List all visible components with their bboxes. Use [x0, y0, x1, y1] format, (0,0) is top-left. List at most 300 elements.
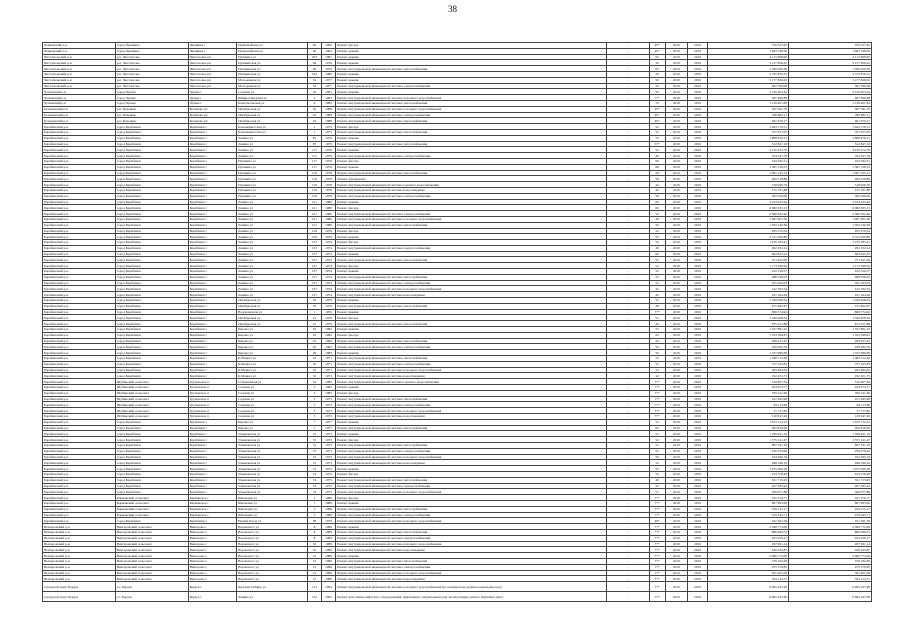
cell-build-year: 1963 [321, 592, 335, 602]
cell-start-year: 2019 [665, 43, 687, 49]
cell-end-year: 2019 [687, 269, 707, 275]
cell-street: Ленина ул [237, 245, 308, 251]
cell-build-year: 1975 [321, 483, 335, 489]
cell-street: Ленина ул [237, 228, 308, 234]
cell-cost-fund: 376 527,65 [789, 43, 872, 49]
cell-street: Садовая ул [237, 385, 308, 391]
cell-start-year: 2019 [665, 553, 687, 559]
cell-cost-total: 2 096 772,09 [708, 553, 789, 559]
cell-municipality: город Барабинск [115, 153, 188, 159]
cell-house-number: 21 [307, 321, 321, 327]
cell-start-year: 2019 [665, 263, 687, 269]
cell-start-year: 2019 [665, 83, 687, 89]
cell-settlement: Барабинск г [188, 454, 237, 460]
cell-district: Венгеровский р-н [43, 541, 116, 547]
cell-start-year: 2019 [665, 495, 687, 501]
cell-work-type-extra: - [607, 147, 649, 153]
cell-district: Барабинский р-н [43, 332, 116, 338]
cell-cost-total: 604 625,25 [708, 251, 789, 257]
cell-cost-fund: 461 979,17 [789, 118, 872, 124]
cell-district: Венгеровский р-н [43, 535, 116, 541]
cell-municipality: р.п. Чистополье [115, 66, 188, 72]
cell-settlement: Барабинск г [188, 315, 237, 321]
cell-house-number: 25 [307, 332, 321, 338]
cell-work-type-extra: - [607, 158, 649, 164]
cell-build-year: 1988 [321, 112, 335, 118]
cell-work-type: Ремонт внутридомовой инженерной системы холодного водоснабжения [336, 489, 607, 495]
cell-work-type-extra: - [607, 83, 649, 89]
cell-build-year: 1986 [321, 553, 335, 559]
cell-build-year: 1983 [321, 95, 335, 101]
cell-house-number: 32 [307, 367, 321, 373]
cell-wear: 50 [649, 338, 665, 344]
cell-municipality: Шубинский сельсовет [115, 408, 188, 414]
cell-house-number: 104 [307, 71, 321, 77]
cell-work-type: Ремонт внутридомовой инженерной системы теплоснабжения [336, 118, 607, 124]
cell-start-year: 2019 [665, 558, 687, 564]
cell-work-type-extra: - [607, 170, 649, 176]
cell-start-year: 2019 [665, 524, 687, 530]
cell-end-year: 2019 [687, 419, 707, 425]
cell-cost-total: 439 282,76 [708, 344, 789, 350]
cell-settlement: Барабинск г [188, 129, 237, 135]
cell-house-number: 12 [307, 553, 321, 559]
cell-house-number: 5 [307, 396, 321, 402]
cell-municipality: город Барабинск [115, 228, 188, 234]
cell-wear: 52 [649, 442, 665, 448]
cell-build-year: 1985 [321, 379, 335, 385]
table-body [43, 43, 872, 602]
cell-house-number: 119 [307, 176, 321, 182]
cell-street: Ленина ул [237, 286, 308, 292]
cell-end-year: 2019 [687, 315, 707, 321]
cell-street: Ульяновская ул [237, 437, 308, 443]
cell-district: Барабинский р-н [43, 303, 116, 309]
cell-cost-total: 757 245,83 [708, 361, 789, 367]
cell-work-type: Ремонт крыши [336, 89, 607, 95]
cell-work-type: Ремонт внутридомовой инженерной системы электроснабжения [336, 153, 607, 159]
cell-work-type-extra: - [607, 124, 649, 130]
cell-wear: 52 [649, 269, 665, 275]
cell-street: Кирова ул [237, 327, 308, 333]
cell-wear: 52 [649, 211, 665, 217]
cell-build-year: 1974 [321, 240, 335, 246]
cell-end-year: 2019 [687, 489, 707, 495]
cell-work-type: Ремонт внутридомовой инженерной системы теплоснабжения [336, 274, 607, 280]
cell-district: Барабинский р-н [43, 442, 116, 448]
cell-cost-fund: 1 808 676,31 [789, 135, 872, 141]
cell-work-type-extra: - [607, 95, 649, 101]
cell-wear: 52 [649, 228, 665, 234]
cell-wear: 52 [649, 361, 665, 367]
cell-end-year: 2019 [687, 240, 707, 246]
cell-street: Пушкина ул [237, 182, 308, 188]
cell-end-year: 2019 [687, 228, 707, 234]
cell-work-type-extra: - [607, 576, 649, 582]
cell-cost-total: 492 816,06 [708, 425, 789, 431]
cell-start-year: 2019 [665, 176, 687, 182]
cell-work-type-extra: - [607, 535, 649, 541]
cell-municipality: город Барабинск [115, 471, 188, 477]
cell-cost-fund: 704 347,78 [789, 153, 872, 159]
cell-wear: 42 [649, 286, 665, 292]
cell-cost-total: 6 965 247,99 [708, 582, 789, 592]
table-row [43, 592, 872, 602]
cell-wear: 52 [649, 315, 665, 321]
cell-settlement: Барабинск г [188, 361, 237, 367]
cell-district: Чистопольский р-н [43, 77, 116, 83]
cell-work-type-extra: - [607, 367, 649, 373]
cell-wear: 52 [649, 263, 665, 269]
cell-work-type: Ремонт или замена лифтового оборудования, признанного непригодным для эксплуатации, ремонт лифтовых шахт [336, 592, 607, 602]
cell-house-number: 16 [307, 106, 321, 112]
cell-start-year: 2019 [665, 570, 687, 576]
cell-cost-fund: 268 427,45 [789, 338, 872, 344]
cell-cost-total: 806 574,92 [708, 309, 789, 315]
cell-start-year: 2019 [665, 541, 687, 547]
cell-wear: 50 [649, 89, 665, 95]
cell-wear: 70 [649, 135, 665, 141]
cell-settlement: Чистополье рп [188, 54, 237, 60]
cell-municipality: город Барабинск [115, 141, 188, 147]
cell-settlement: Барабинск г [188, 228, 237, 234]
cell-street: Октябрьская ул [237, 315, 308, 321]
cell-build-year: 1973 [321, 442, 335, 448]
cell-street: Ленина ул [237, 269, 308, 275]
cell-district: Барабинский р-н [43, 274, 116, 280]
cell-work-type-extra: - [607, 199, 649, 205]
cell-work-type-extra: - [607, 257, 649, 263]
cell-end-year: 2019 [687, 460, 707, 466]
cell-municipality: город Барабинск [115, 367, 188, 373]
cell-house-number: 10 [307, 541, 321, 547]
cell-wear: 77* [649, 529, 665, 535]
cell-district: Барабинский р-н [43, 193, 116, 199]
cell-settlement: Чулым г [188, 89, 237, 95]
cell-build-year: 1977 [321, 77, 335, 83]
cell-cost-fund: 409 318,89 [789, 176, 872, 182]
cell-start-year: 2019 [665, 361, 687, 367]
cell-wear: 42 [649, 373, 665, 379]
cell-district: Чернянский р-н [43, 43, 116, 49]
cell-work-type-extra: - [607, 437, 649, 443]
cell-district: Барабинский р-н [43, 228, 116, 234]
cell-wear: 50 [649, 71, 665, 77]
cell-street: Воровского ул [237, 576, 308, 582]
cell-end-year: 2019 [687, 570, 707, 576]
cell-end-year: 2019 [687, 529, 707, 535]
cell-wear: 50 [649, 60, 665, 66]
cell-wear: 52 [649, 129, 665, 135]
cell-cost-fund: 1 353 568,81 [789, 332, 872, 338]
cell-cost-total: 1 349 628,34 [708, 315, 789, 321]
cell-end-year: 2019 [687, 135, 707, 141]
cell-work-type: Ремонт крыши [336, 234, 607, 240]
cell-municipality: город Барабинск [115, 431, 188, 437]
cell-street: Ленина ул [237, 153, 308, 159]
cell-municipality: город Барабинск [115, 158, 188, 164]
cell-street: Ленина ул [237, 234, 308, 240]
cell-house-number: 137 [307, 286, 321, 292]
cell-district: Барабинский р-н [43, 315, 116, 321]
cell-work-type-extra: - [607, 332, 649, 338]
cell-street: Воровского ул [237, 535, 308, 541]
cell-cost-fund: 192 451,73 [789, 373, 872, 379]
cell-start-year: 2019 [665, 321, 687, 327]
cell-wear: 77* [649, 570, 665, 576]
cell-house-number: 119 [307, 182, 321, 188]
cell-district: Барабинский р-н [43, 373, 116, 379]
cell-district: Барабинский р-н [43, 292, 116, 298]
cell-street: Садовая ул [237, 402, 308, 408]
cell-street: Ленина ул [237, 135, 308, 141]
cell-cost-fund: 191 376,77 [789, 495, 872, 501]
cell-street: Пушкинская ул [237, 71, 308, 77]
cell-work-type: Ремонт внутридомовой инженерной системы теплоснабжения [336, 170, 607, 176]
cell-work-type-extra: - [607, 153, 649, 159]
cell-cost-total: 1 337 999,69 [708, 350, 789, 356]
cell-end-year: 2019 [687, 164, 707, 170]
cell-work-type-extra: - [607, 547, 649, 553]
cell-settlement: Барабинск г [188, 170, 237, 176]
cell-end-year: 2019 [687, 147, 707, 153]
cell-end-year: 2019 [687, 77, 707, 83]
cell-work-type: Ремонт внутридомовой инженерной системы теплоснабжения [336, 257, 607, 263]
cell-work-type-extra: - [607, 263, 649, 269]
cell-work-type-extra: - [607, 135, 649, 141]
cell-work-type: Ремонт внутридомовой инженерной системы горячего водоснабжения [336, 182, 607, 188]
cell-settlement: Барабинск г [188, 286, 237, 292]
cell-municipality: город Барабинск [115, 187, 188, 193]
cell-settlement: Коченево рп [188, 112, 237, 118]
cell-build-year: 1986 [321, 500, 335, 506]
cell-cost-total: 1 129 401,84 [708, 100, 789, 106]
cell-end-year: 2019 [687, 234, 707, 240]
cell-house-number: 18 [307, 298, 321, 304]
cell-end-year: 2019 [687, 211, 707, 217]
cell-build-year: 1977 [321, 419, 335, 425]
cell-street: Ленина ул [237, 147, 308, 153]
cell-municipality: город Барабинск [115, 460, 188, 466]
cell-district: Барабинский р-н [43, 338, 116, 344]
cell-district: Чернянский р-н [43, 48, 116, 54]
cell-end-year: 2019 [687, 153, 707, 159]
cell-work-type-extra: - [607, 234, 649, 240]
cell-settlement: Барабинск г [188, 153, 237, 159]
cell-house-number: 72 [307, 460, 321, 466]
cell-cost-fund: 614 578,48 [789, 471, 872, 477]
cell-end-year: 2019 [687, 518, 707, 524]
cell-house-number: 2 [307, 95, 321, 101]
cell-work-type-extra: - [607, 529, 649, 535]
cell-work-type: Ремонт внутридомовой инженерной системы электроснабжения [336, 245, 607, 251]
cell-cost-fund: 376 192,09 [789, 558, 872, 564]
cell-build-year: 1973 [321, 454, 335, 460]
cell-work-type-extra: - [607, 500, 649, 506]
cell-municipality: город Барабинск [115, 251, 188, 257]
cell-district: Барабинский р-н [43, 350, 116, 356]
cell-settlement: Барабинск г [188, 327, 237, 333]
cell-district: Барабинский р-н [43, 135, 116, 141]
cell-settlement: Чистополье рп [188, 66, 237, 72]
cell-district: Барабинский р-н [43, 176, 116, 182]
cell-district: Барабинский р-н [43, 182, 116, 188]
cell-cost-total: 126 647,49 [708, 414, 789, 420]
cell-wear: 77* [649, 309, 665, 315]
cell-house-number: 29 [307, 350, 321, 356]
cell-cost-fund: 1 097 401,56 [789, 216, 872, 222]
cell-house-number: 72 [307, 431, 321, 437]
cell-cost-fund: 256 215,17 [789, 506, 872, 512]
cell-street: Ленина ул [237, 263, 308, 269]
cell-district: Барабинский р-н [43, 129, 116, 135]
cell-build-year: 1974 [321, 292, 335, 298]
cell-cost-total: 194 592,51 [708, 158, 789, 164]
cell-street: Ульяновская ул [237, 483, 308, 489]
cell-cost-fund: 2 096 772,09 [789, 553, 872, 559]
cell-start-year: 2019 [665, 344, 687, 350]
cell-municipality: город Чулым [115, 89, 188, 95]
cell-district: Барабинский р-н [43, 234, 116, 240]
cell-build-year: 1975 [321, 489, 335, 495]
cell-build-year: 1989 [321, 524, 335, 530]
cell-build-year: 1974 [321, 263, 335, 269]
cell-work-type: Ремонт фасада [336, 495, 607, 501]
cell-build-year: 1976 [321, 303, 335, 309]
cell-work-type-extra: - [607, 460, 649, 466]
cell-house-number: 121 [307, 199, 321, 205]
cell-street: Пушкина ул [237, 170, 308, 176]
cell-house-number: 3 [307, 512, 321, 518]
cell-house-number: 5 [307, 408, 321, 414]
cell-cost-fund: 221 645,98 [789, 396, 872, 402]
cell-end-year: 2019 [687, 222, 707, 228]
cell-build-year: 1973 [321, 396, 335, 402]
cell-end-year: 2019 [687, 60, 707, 66]
cell-settlement: Барабинск г [188, 205, 237, 211]
cell-cost-total: 948 546,19 [708, 460, 789, 466]
cell-settlement: Барабинск г [188, 269, 237, 275]
cell-municipality: город Барабинск [115, 350, 188, 356]
cell-municipality: Венгеровский сельсовет [115, 524, 188, 530]
cell-cost-fund: 492 816,06 [789, 425, 872, 431]
cell-municipality: город Барабинск [115, 518, 188, 524]
cell-district: Барабинский р-н [43, 170, 116, 176]
cell-district: Барабинский р-н [43, 390, 116, 396]
cell-wear: 52 [649, 431, 665, 437]
cell-end-year: 2019 [687, 292, 707, 298]
cell-settlement: Барабинск г [188, 164, 237, 170]
cell-build-year: 1985 [321, 390, 335, 396]
cell-cost-total: 161 591,59 [708, 518, 789, 524]
cell-street: Кирова ул [237, 350, 308, 356]
cell-work-type-extra: - [607, 570, 649, 576]
cell-street: Воровского ул [237, 547, 308, 553]
cell-municipality: город Барабинск [115, 489, 188, 495]
cell-cost-fund: 1 663 748,50 [789, 48, 872, 54]
cell-street: Октябрьская ул [237, 303, 308, 309]
cell-district: Барабинский р-н [43, 425, 116, 431]
cell-district: Чулымский р-н [43, 89, 116, 95]
cell-settlement: Венгерово с [188, 553, 237, 559]
cell-start-year: 2019 [665, 71, 687, 77]
cell-start-year: 2019 [665, 141, 687, 147]
cell-work-type-extra: - [607, 466, 649, 472]
cell-house-number: 137 [307, 257, 321, 263]
cell-start-year: 2019 [665, 118, 687, 124]
cell-street: Садовая ул [237, 408, 308, 414]
cell-wear: 77* [649, 385, 665, 391]
cell-cost-total: 376 192,09 [708, 558, 789, 564]
cell-street: Красная Сибирь ул [237, 582, 308, 592]
cell-district: Барабинский р-н [43, 199, 116, 205]
cell-work-type: Ремонт крыши [336, 60, 607, 66]
cell-work-type: Ремонт внутридомовой инженерной системы теплоснабжения [336, 338, 607, 344]
cell-house-number: 25 [307, 344, 321, 350]
cell-municipality: Венгеровский сельсовет [115, 570, 188, 576]
cell-district: Венгеровский р-н [43, 529, 116, 535]
cell-street: Пушкина ул [237, 158, 308, 164]
cell-cost-total: 1 643 170,51 [708, 124, 789, 130]
cell-cost-total: 488 336,03 [708, 274, 789, 280]
cell-cost-fund: 707 817,05 [789, 129, 872, 135]
cell-end-year: 2019 [687, 483, 707, 489]
cell-house-number: 137 [307, 251, 321, 257]
cell-work-type: Ремонт крыши [336, 431, 607, 437]
cell-wear: 77* [649, 512, 665, 518]
cell-build-year: 1988 [321, 106, 335, 112]
cell-work-type: Ремонт внутридомовой инженерной системы теплоснабжения [336, 129, 607, 135]
cell-street: Воровского ул [237, 553, 308, 559]
cell-settlement: Венгерово с [188, 564, 237, 570]
cell-work-type-extra: - [607, 344, 649, 350]
cell-start-year: 2019 [665, 60, 687, 66]
cell-wear: 40* [649, 118, 665, 124]
cell-house-number: 3 [307, 390, 321, 396]
cell-work-type: Ремонт крыши [336, 199, 607, 205]
cell-start-year: 2019 [665, 419, 687, 425]
cell-municipality: город Барабинск [115, 176, 188, 182]
cell-house-number: 12 [307, 558, 321, 564]
cell-end-year: 2019 [687, 118, 707, 124]
cell-cost-total: 543 114,77 [708, 576, 789, 582]
cell-build-year: 1982 [321, 100, 335, 106]
cell-work-type: Ремонт внутридомовой инженерной системы холодного водоснабжения [336, 570, 607, 576]
cell-start-year: 2019 [665, 442, 687, 448]
cell-cost-fund: 807 993,00 [789, 500, 872, 506]
cell-district: Барабинский р-н [43, 263, 116, 269]
cell-cost-total: 376 527,65 [708, 43, 789, 49]
cell-work-type-extra: - [607, 182, 649, 188]
cell-wear: 42 [649, 292, 665, 298]
cell-house-number: 72 [307, 448, 321, 454]
cell-build-year: 1989 [321, 535, 335, 541]
cell-work-type-extra: - [607, 280, 649, 286]
cell-end-year: 2019 [687, 286, 707, 292]
cell-wear: 77* [649, 558, 665, 564]
cell-district: Венгеровский р-н [43, 570, 116, 576]
cell-work-type: Ремонт крыши [336, 309, 607, 315]
cell-cost-total: 1 001 235,13 [708, 170, 789, 176]
cell-cost-total: 1 276 185,41 [708, 240, 789, 246]
cell-house-number: 137 [307, 263, 321, 269]
cell-cost-fund: 1 769 621,19 [789, 431, 872, 437]
cell-build-year: 1976 [321, 66, 335, 72]
cell-house-number: 137 [307, 292, 321, 298]
cell-street: К.Маркса ул [237, 361, 308, 367]
cell-settlement: Барабинск г [188, 182, 237, 188]
cell-municipality: Шубинский сельсовет [115, 385, 188, 391]
